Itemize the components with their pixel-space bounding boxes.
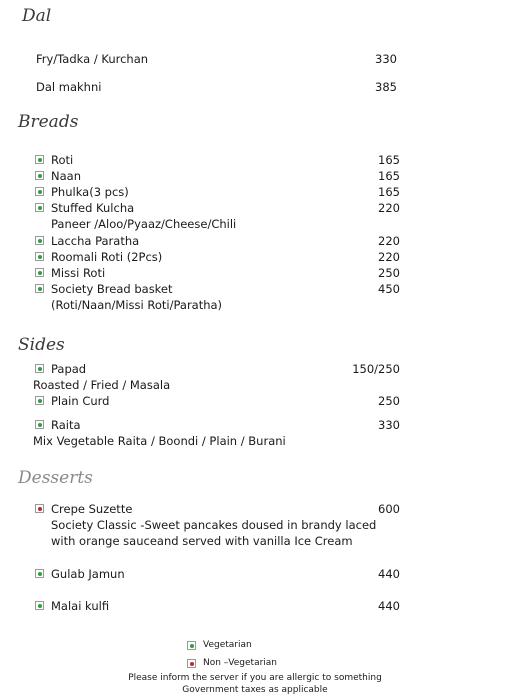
veg-icon xyxy=(35,569,44,578)
section-heading-breads: Breads xyxy=(18,112,79,132)
menu-item-description: (Roti/Naan/Missi Roti/Paratha) xyxy=(51,298,223,312)
menu-item-price: 250 xyxy=(378,394,400,408)
menu-item-price: 220 xyxy=(378,234,400,248)
allergy-notice: Please inform the server if you are allergic to something xyxy=(128,673,382,683)
menu-item-price: 600 xyxy=(378,502,400,516)
tax-notice: Government taxes as applicable xyxy=(182,685,328,695)
menu-item-name: Naan xyxy=(51,169,81,183)
veg-icon xyxy=(35,364,44,373)
menu-item-description: Roasted / Fried / Masala xyxy=(33,378,171,392)
veg-legend-icon xyxy=(187,641,196,650)
veg-icon xyxy=(35,252,44,261)
menu-item-price: 330 xyxy=(378,418,400,432)
veg-icon xyxy=(35,268,44,277)
menu-item-name: Plain Curd xyxy=(51,394,110,408)
legend-vegetarian: Vegetarian xyxy=(203,640,252,650)
menu-item-name: Fry/Tadka / Kurchan xyxy=(36,52,149,66)
menu-item-description: with orange sauceand served with vanilla Ice Cream xyxy=(51,534,353,548)
legend-non-vegetarian: Non –Vegetarian xyxy=(203,658,278,668)
menu-item-price: 330 xyxy=(375,52,397,66)
veg-icon xyxy=(35,236,44,245)
veg-icon xyxy=(35,155,44,164)
menu-item-price: 220 xyxy=(378,250,400,264)
menu-item-price: 165 xyxy=(378,185,400,199)
menu-item-price: 150/250 xyxy=(352,362,400,376)
menu-item-price: 440 xyxy=(378,599,400,613)
menu-item-description: Paneer /Aloo/Pyaaz/Cheese/Chili xyxy=(51,217,237,231)
menu-item-description: Society Classic -Sweet pancakes doused in brandy laced xyxy=(51,518,377,532)
menu-item-name: Malai kulfi xyxy=(51,599,110,613)
menu-item-description: Mix Vegetable Raita / Boondi / Plain / Burani xyxy=(33,434,286,448)
menu-item-name: Missi Roti xyxy=(51,266,106,280)
section-heading-sides: Sides xyxy=(18,335,65,355)
menu-item-price: 250 xyxy=(378,266,400,280)
menu-item-name: Phulka(3 pcs) xyxy=(51,185,129,199)
menu-item-price: 165 xyxy=(378,169,400,183)
veg-icon xyxy=(35,601,44,610)
menu-item-name: Society Bread basket xyxy=(51,282,173,296)
veg-icon xyxy=(35,187,44,196)
menu-item-price: 440 xyxy=(378,567,400,581)
menu-item-price: 385 xyxy=(375,80,397,94)
veg-icon xyxy=(35,171,44,180)
menu-item-name: Crepe Suzette xyxy=(51,502,133,516)
menu-item-name: Gulab Jamun xyxy=(51,567,125,581)
menu-item-name: Roti xyxy=(51,153,74,167)
veg-icon xyxy=(35,284,44,293)
menu-item-name: Stuffed Kulcha xyxy=(51,201,135,215)
menu-item-price: 450 xyxy=(378,282,400,296)
menu-item-name: Raita xyxy=(51,418,81,432)
section-heading-dal: Dal xyxy=(22,6,52,26)
menu-item-name: Dal makhni xyxy=(36,80,102,94)
veg-icon xyxy=(35,203,44,212)
menu-item-price: 220 xyxy=(378,201,400,215)
veg-icon xyxy=(35,420,44,429)
non-veg-legend-icon xyxy=(187,659,196,668)
menu-item-name: Roomali Roti (2Pcs) xyxy=(51,250,163,264)
section-heading-desserts: Desserts xyxy=(18,468,93,488)
non-veg-icon xyxy=(35,504,44,513)
menu-item-name: Laccha Paratha xyxy=(51,234,140,248)
veg-icon xyxy=(35,396,44,405)
menu-item-name: Papad xyxy=(51,362,87,376)
menu-item-price: 165 xyxy=(378,153,400,167)
